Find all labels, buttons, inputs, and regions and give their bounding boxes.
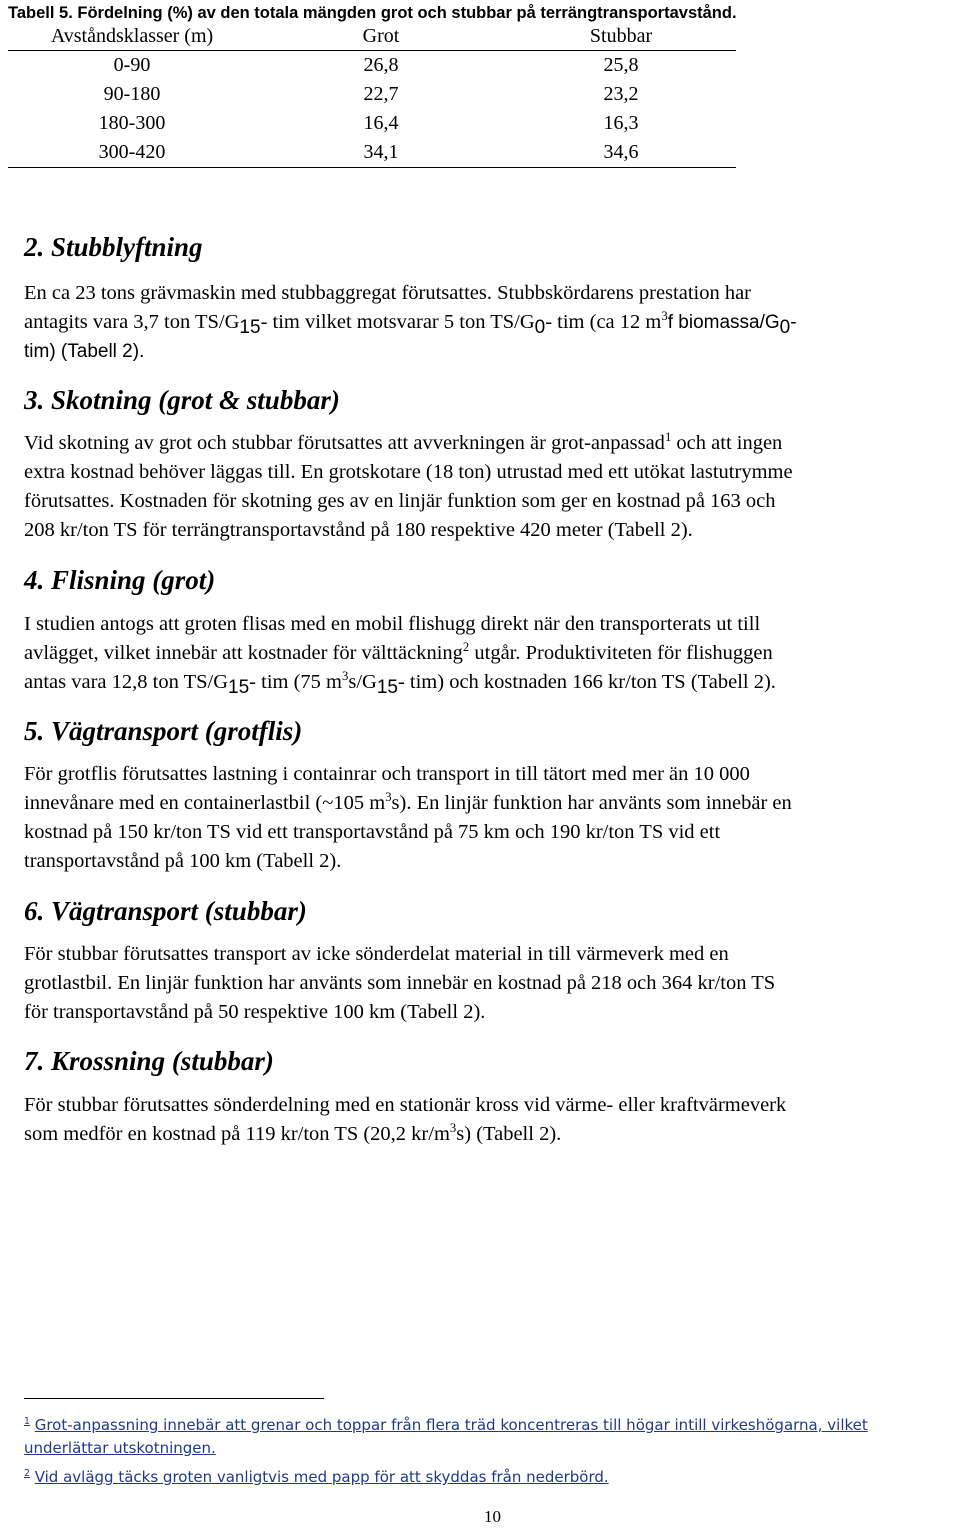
- cell-stubbar: 25,8: [603, 54, 639, 76]
- paragraph-line: En ca 23 tons grävmaskin med stubbaggregat förutsattes. Stubbskördarens prestation har: [24, 282, 752, 304]
- section-body-stubblyftning: [24, 279, 954, 366]
- footnotes: [24, 1414, 944, 1495]
- cell-grot: 34,1: [256, 138, 506, 168]
- cell-grot: 22,7: [363, 83, 399, 105]
- distribution-table: [8, 22, 736, 168]
- cell-grot: 26,8: [363, 54, 399, 76]
- section-body-vagtransport-stubbar: [24, 940, 954, 1027]
- paragraph-line: kostnad på 150 kr/ton TS vid ett transportavstånd på 75 km och 190 kr/ton TS vid ett: [24, 821, 721, 843]
- paragraph-line: innevånare med en containerlastbil (~105 $m^3s$). En linjär funktion har använts som innebär en: [24, 790, 792, 814]
- header-stubbar: Stubbar: [506, 22, 736, 51]
- paragraph-line: avlägget, vilket innebär att kostnader för välttäckning$^2$ utgår. Produktiviteten för flishuggen: [24, 640, 773, 664]
- section-heading-skotning: 3. Skotning (grot & stubbar): [24, 385, 340, 415]
- paragraph-line: förutsattes. Kostnaden för skotning ges av en linjär funktion som ger en kostnad på 163 och: [24, 490, 776, 512]
- footnote-2-text[interactable]: Vid avlägg täcks groten vanligtvis med papp för att skyddas från nederbörd.: [34, 1468, 609, 1486]
- section-heading-vagtransport-stubbar: 6. Vägtransport (stubbar): [24, 896, 307, 926]
- table-row: [8, 51, 736, 81]
- cell-stubbar: 23,2: [603, 83, 639, 105]
- paragraph-line: Vid skotning av grot och stubbar förutsattes att avverkningen är grot-anpassad$^1$ och att ingen: [24, 430, 783, 454]
- footnote-1-text[interactable]: Grot-anpassning innebär att grenar och toppar från flera träd koncentreras till högar intill virkeshögarna, vilket underlättar utskotningen.: [24, 1416, 868, 1457]
- section-heading-vagtransport-grotflis: 5. Vägtransport (grotflis): [24, 716, 303, 746]
- paragraph-line: grotlastbil. En linjär funktion har använts som innebär en kostnad på 218 och 364 kr/ton TS: [24, 972, 776, 994]
- paragraph-line: 208 kr/ton TS för terrängtransportavstånd på 180 respektive 420 meter (Tabell 2).: [24, 519, 693, 541]
- table-caption: Tabell 5. Fördelning (%) av den totala mängden grot och stubbar på terrängtransportavstånd.: [8, 4, 737, 22]
- paragraph-line: tim) (Tabell 2).: [24, 341, 145, 362]
- cell-distance: 0-90: [113, 54, 151, 76]
- footnote-2: [24, 1466, 944, 1489]
- paragraph-line: som medför en kostnad på 119 kr/ton TS (20,2 $kr/m^3s$) (Tabell 2).: [24, 1121, 562, 1145]
- cell-distance: 180-300: [98, 112, 166, 134]
- paragraph-line: för transportavstånd på 50 respektive 100 km (Tabell 2).: [24, 1001, 486, 1023]
- section-heading-stubblyftning: 2. Stubblyftning: [24, 232, 203, 262]
- paragraph-line: transportavstånd på 100 km (Tabell 2).: [24, 850, 342, 872]
- page-number: 10: [484, 1507, 501, 1526]
- section-body-flisning: [24, 610, 954, 697]
- table-row: [8, 109, 736, 138]
- header-distance: Avståndsklasser (m): [8, 22, 256, 51]
- section-body-krossning: [24, 1091, 954, 1149]
- footnote-divider: [24, 1398, 324, 1399]
- section-heading-flisning: 4. Flisning (grot): [24, 565, 216, 595]
- cell-distance: 90-180: [103, 83, 161, 105]
- cell-distance: 300-420: [8, 138, 256, 168]
- paragraph-line: antagits vara 3,7 ton $TS/G_{15}-$ tim vilket motsvarar 5 ton $TS/G_0-$ tim (ca 12 $m^3f$ biomassa/$G_0-$: [24, 309, 797, 339]
- paragraph-line: För stubbar förutsattes sönderdelning med en stationär kross vid värme- eller kraftvärmeverk: [24, 1094, 787, 1116]
- footnote-2-marker[interactable]: 2: [24, 1468, 30, 1479]
- table-row: [8, 138, 736, 168]
- cell-stubbar: 16,3: [603, 112, 639, 134]
- header-grot: Grot: [256, 22, 506, 51]
- footnote-1: [24, 1414, 944, 1460]
- section-heading-krossning: 7. Krossning (stubbar): [24, 1046, 274, 1076]
- paragraph-line: I studien antogs att groten flisas med en mobil flishugg direkt när den transporterats ut till: [24, 613, 761, 635]
- table-header-row: [8, 22, 736, 51]
- table-row: [8, 80, 736, 109]
- section-body-skotning: [24, 429, 954, 545]
- paragraph-line: antas vara 12,8 ton $TS/G_{15}-$ tim (75 $m^3s/G_{15}-$ tim) och kostnaden 166 kr/ton TS (Tabell 2).: [24, 669, 776, 699]
- footnote-1-marker[interactable]: 1: [24, 1416, 30, 1427]
- cell-stubbar: 34,6: [506, 138, 736, 168]
- section-body-vagtransport-grotflis: [24, 760, 954, 876]
- paragraph-line: För stubbar förutsattes transport av icke sönderdelat material in till värmeverk med en: [24, 943, 729, 965]
- paragraph-line: För grotflis förutsattes lastning i containrar och transport in till tätort med mer än 10 000: [24, 763, 750, 785]
- cell-grot: 16,4: [363, 112, 399, 134]
- paragraph-line: extra kostnad behöver läggas till. En grotskotare (18 ton) utrustad med ett utökat lastutrymme: [24, 461, 793, 483]
